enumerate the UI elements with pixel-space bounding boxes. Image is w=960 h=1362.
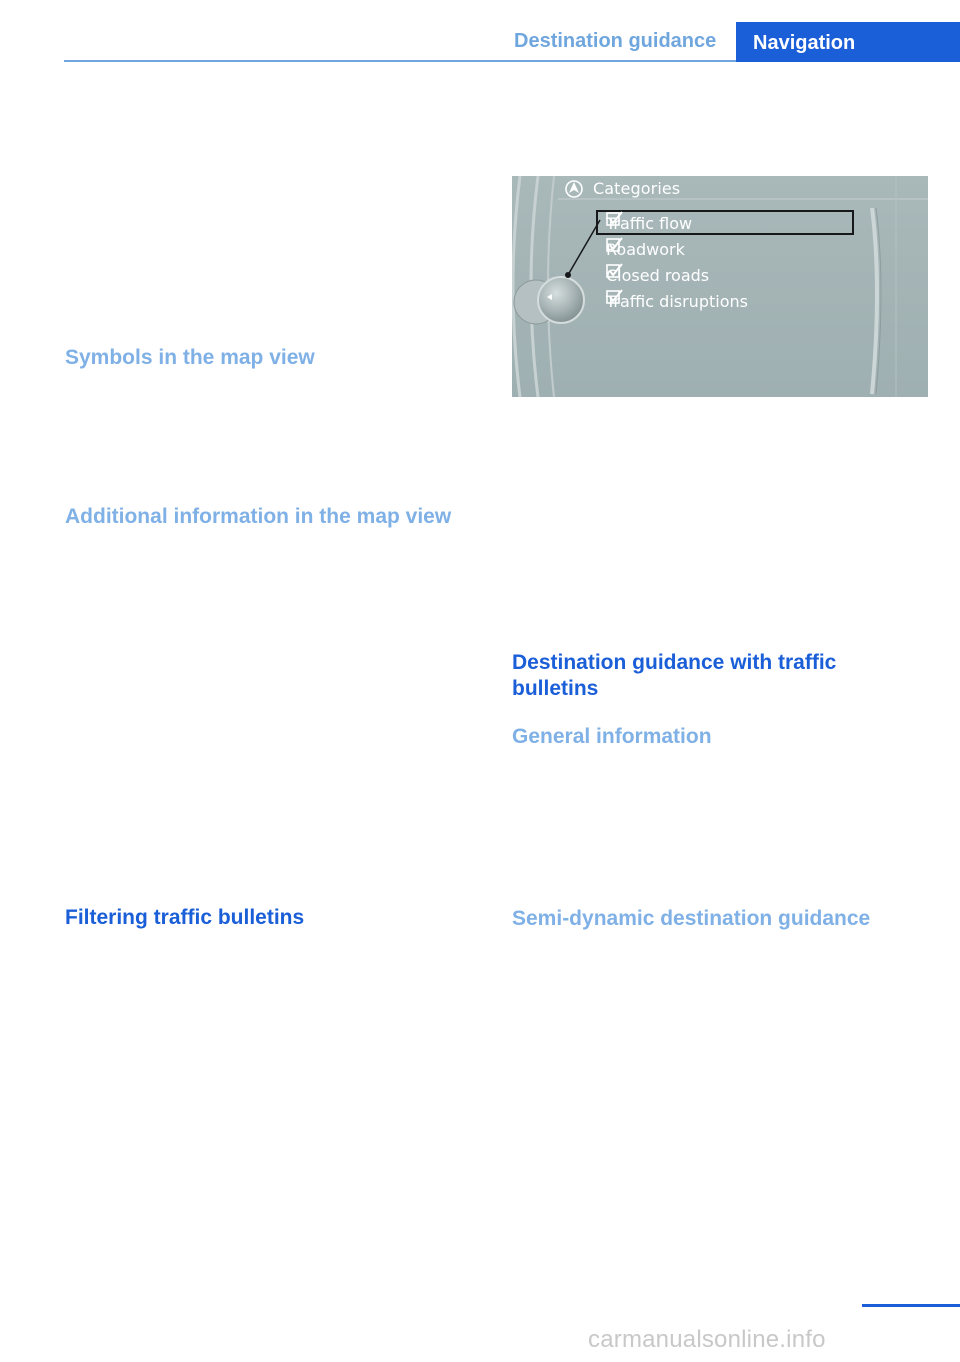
menu-item-label: Traffic flow <box>606 213 693 233</box>
footer-rule <box>862 1304 960 1307</box>
checkbox-checked-icon <box>606 263 624 279</box>
heading-symbols-map-view: Symbols in the map view <box>65 346 315 369</box>
header-section-title: Destination guidance <box>514 30 717 52</box>
menu-item-closed-roads[interactable] <box>606 263 709 287</box>
heading-additional-info-map-view: Additional information in the map view <box>65 505 452 528</box>
heading-filtering-traffic-bulletins: Filtering traffic bulletins <box>65 906 305 929</box>
navigation-title-icon <box>566 181 582 197</box>
checkbox-checked-icon <box>606 289 624 305</box>
screen-title: Categories <box>593 179 681 198</box>
menu-item-traffic-flow[interactable] <box>606 211 692 235</box>
watermark: carmanualsonline.info <box>588 1326 826 1353</box>
heading-general-information: General information <box>512 725 712 748</box>
right-scroll-track <box>872 208 877 394</box>
left-bezel-curve-outer <box>513 176 520 397</box>
menu-item-label: Traffic disruptions <box>606 291 748 311</box>
checkbox-checked-icon <box>606 211 624 227</box>
heading-destination-guidance-traffic-bulletins: Destination guidance with traffic bulletins <box>512 651 837 700</box>
pointer-dot <box>565 272 571 278</box>
menu-item-roadwork[interactable] <box>606 237 685 261</box>
header-chapter-tab: Navigation <box>736 22 960 62</box>
checkbox-checked-icon <box>606 237 624 253</box>
menu-item-label: Roadwork <box>606 239 685 259</box>
menu-item-traffic-disruptions[interactable] <box>606 289 748 313</box>
idrive-screen-illustration <box>512 176 928 397</box>
heading-semi-dynamic-destination-guidance: Semi-dynamic destination guidance <box>512 907 871 930</box>
menu-item-label: Closed roads <box>606 265 710 285</box>
controller-knob <box>538 277 584 323</box>
